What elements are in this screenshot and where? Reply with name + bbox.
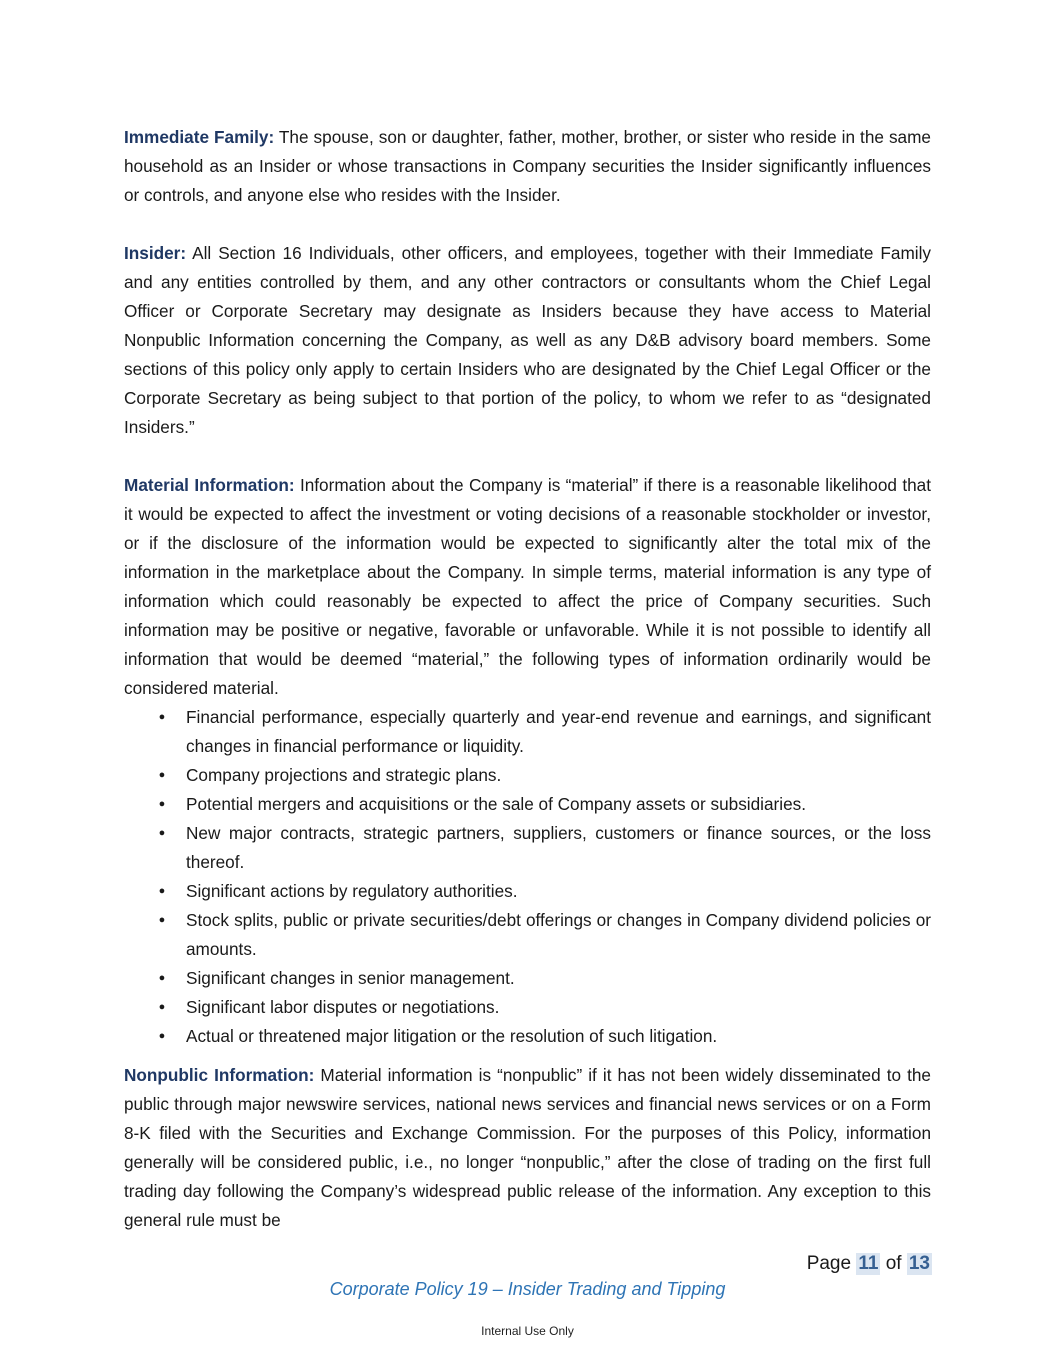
definition-text: The spouse, son or daughter, father, mother, brother, or sister who reside in the same household as an Insider or whose transactions in Company securities the Insider significantly influences or controls, and anyone else who resides with the Insider. [124, 127, 931, 205]
term-immediate-family: Immediate Family: [124, 127, 275, 147]
material-information-list [124, 703, 931, 1051]
list-item [124, 819, 931, 877]
paragraph-spacer [124, 442, 931, 471]
list-item-text: Stock splits, public or private securities/debt offerings or changes in Company dividend policies or amounts. [186, 910, 931, 959]
bullet-icon: ● [158, 1030, 166, 1042]
definition-immediate-family [124, 123, 931, 210]
definition-nonpublic-information [124, 1061, 931, 1235]
list-item-text: Financial performance, especially quarterly and year-end revenue and earnings, and significant changes in financial performance or liquidity. [186, 707, 931, 756]
page-total: 13 [908, 1253, 930, 1274]
definition-text: All Section 16 Individuals, other officers, and employees, together with their Immediate Family and any entities controlled by them, and any other contractors or consultants whom the Chief Legal Officer or Corporate Secretary may designate as Insiders because they have access to Material Nonpublic Information concerning the Company, as well as any D&B advisory board members. Some sections of this policy only apply to certain Insiders who are designated by the Chief Legal Officer or the Corporate Secretary as being subject to that portion of the policy, to whom we refer to as “designated Insiders.” [124, 243, 932, 437]
bullet-icon: ● [158, 798, 166, 810]
list-item-text: Potential mergers and acquisitions or the sale of Company assets or subsidiaries. [186, 794, 807, 814]
paragraph-spacer [124, 210, 931, 239]
page-current: 11 [858, 1253, 879, 1274]
list-item [124, 790, 931, 819]
list-item [124, 877, 931, 906]
bullet-icon: ● [158, 914, 166, 926]
list-item [124, 906, 931, 964]
bullet-icon: ● [158, 1001, 166, 1013]
page-body [124, 123, 931, 1235]
list-item-text: Significant changes in senior management. [186, 968, 515, 988]
list-item-text: Actual or threatened major litigation or the resolution of such litigation. [186, 1026, 718, 1046]
page-of-label: of [885, 1253, 902, 1274]
definition-text: Information about the Company is “material” if there is a reasonable likelihood that it would be expected to affect the investment or voting decisions of a reasonable stockholder or investor, or if the disclosure of the information would be expected to significantly alter the total mix of the information in the marketplace about the Company. In simple terms, material information is any type of information which could reasonably be expected to affect the price of Company securities. Such information may be positive or negative, favorable or unfavorable. While it is not possible to identify all information that would be deemed “material,” the following types of information ordinarily would be considered material. [124, 475, 931, 698]
list-item [124, 703, 931, 761]
page-label: Page [806, 1253, 852, 1274]
term-insider: Insider: [124, 243, 187, 263]
bullet-icon: ● [158, 885, 166, 897]
term-material-information: Material Information: [124, 475, 295, 495]
bullet-icon: ● [158, 769, 166, 781]
list-item-text: New major contracts, strategic partners, suppliers, customers or finance sources, or the loss thereof. [186, 823, 931, 872]
bullet-icon: ● [158, 972, 166, 984]
definition-insider [124, 239, 931, 442]
list-item-text: Significant labor disputes or negotiations. [186, 997, 500, 1017]
list-item [124, 761, 931, 790]
definition-text: Material information is “nonpublic” if it has not been widely disseminated to the public through major newswire services, national news services and financial news services or on a Form 8-K filed with the Securities and Exchange Commission. For the purposes of this Policy, information generally will be considered public, i.e., no longer “nonpublic,” after the close of trading on the first full trading day following the Company’s widespread public release of the information. Any exception to this general rule must be [124, 1065, 931, 1230]
definition-material-information [124, 471, 931, 703]
bullet-icon: ● [158, 827, 166, 839]
footer-classification: Internal Use Only [481, 1324, 574, 1338]
term-nonpublic-information: Nonpublic Information: [124, 1065, 315, 1085]
list-item [124, 964, 931, 993]
list-item-text: Company projections and strategic plans. [186, 765, 502, 785]
footer-policy-title: Corporate Policy 19 – Insider Trading and Tipping [329, 1279, 726, 1299]
page-number [807, 1253, 932, 1275]
bullet-icon: ● [158, 711, 166, 723]
list-item [124, 993, 931, 1022]
list-item-text: Significant actions by regulatory authorities. [186, 881, 518, 901]
list-item [124, 1022, 931, 1051]
